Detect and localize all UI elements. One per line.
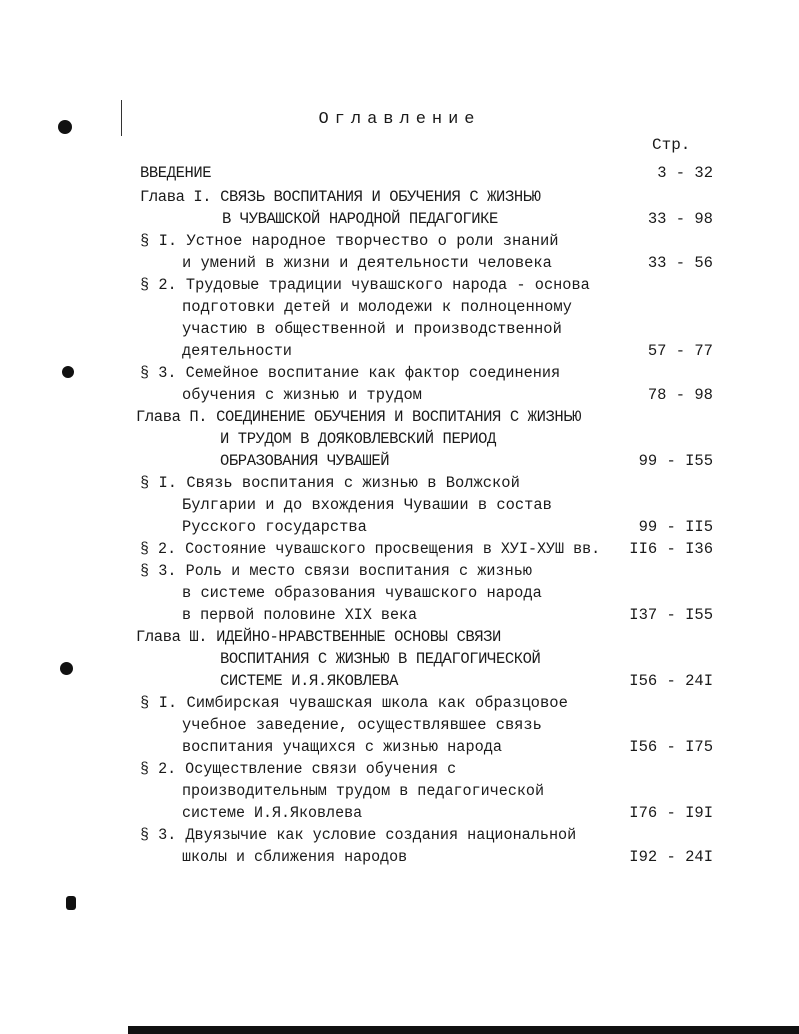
toc-entry-pages: I76 - I9I xyxy=(629,804,713,822)
toc-entry-text: § 3. Двуязычие как условие создания национальной xyxy=(140,826,577,844)
toc-entry-text: § I. Устное народное творчество о роли знаний xyxy=(140,232,559,250)
toc-entry-text: В ЧУВАШСКОЙ НАРОДНОЙ ПЕДАГОГИКЕ xyxy=(222,210,498,228)
toc-entry xyxy=(0,494,799,516)
toc-entry-text: Русского государства xyxy=(182,518,367,536)
toc-entry-text: § 3. Семейное воспитание как фактор соединения xyxy=(140,364,561,382)
toc-entry-text: деятельности xyxy=(182,342,292,360)
toc-entry xyxy=(0,538,799,560)
toc-entry xyxy=(0,846,799,868)
toc-entry xyxy=(0,162,799,184)
toc-entry-pages: 3 - 32 xyxy=(657,164,713,182)
toc-entry xyxy=(0,648,799,670)
toc-entry-text: системе И.Я.Яковлева xyxy=(182,804,363,822)
toc-entry-pages: 99 - I55 xyxy=(638,452,713,470)
toc-entry-text: участию в общественной и производственной xyxy=(182,320,562,338)
toc-entry-pages: 78 - 98 xyxy=(647,386,713,404)
toc-entry xyxy=(0,758,799,780)
page-column-label: Стр. xyxy=(652,136,691,154)
toc-entry-text: Глава I. СВЯЗЬ ВОСПИТАНИЯ И ОБУЧЕНИЯ С ЖИЗНЬЮ xyxy=(140,188,541,206)
toc-entry-text: ВВЕДЕНИЕ xyxy=(140,164,212,182)
toc-entry xyxy=(0,384,799,406)
toc-entry-text: ОБРАЗОВАНИЯ ЧУВАШЕЙ xyxy=(220,452,390,470)
toc-entry xyxy=(0,802,799,824)
toc-entry xyxy=(0,428,799,450)
toc-entry-text: § I. Связь воспитания с жизнью в Волжской xyxy=(140,474,520,492)
toc-entry xyxy=(0,296,799,318)
toc-entry xyxy=(0,780,799,802)
toc-entry xyxy=(0,274,799,296)
toc-entry-pages: I92 - 24I xyxy=(629,848,713,866)
toc-entry-text: подготовки детей и молодежи к полноценному xyxy=(182,298,572,316)
toc-entry-pages: 99 - II5 xyxy=(638,518,713,536)
toc-entry-text: § 2. Трудовые традиции чувашского народа - основа xyxy=(140,276,590,294)
toc-entry-pages: I56 - 24I xyxy=(629,672,713,690)
toc-entry-text: § 3. Роль и место связи воспитания с жизнью xyxy=(140,562,532,580)
toc-entry xyxy=(0,340,799,362)
toc-entry xyxy=(0,692,799,714)
toc-entry-text: § I. Симбирская чувашская школа как образцовое xyxy=(140,694,568,712)
toc-entry-text: учебное заведение, осуществлявшее связь xyxy=(182,716,542,734)
toc-entry-pages: I37 - I55 xyxy=(629,606,713,624)
binding-hole-mark xyxy=(66,896,76,910)
toc-entry-text: СИСТЕМЕ И.Я.ЯКОВЛЕВА xyxy=(220,672,399,690)
toc-entry xyxy=(0,318,799,340)
toc-entry-text: Булгарии и до вхождения Чувашии в состав xyxy=(182,496,552,514)
toc-entry xyxy=(0,604,799,626)
toc-entry xyxy=(0,406,799,428)
toc-entry xyxy=(0,560,799,582)
toc-entry xyxy=(0,516,799,538)
toc-entry xyxy=(0,824,799,846)
toc-entry xyxy=(0,208,799,230)
toc-entry-text: § 2. Осуществление связи обучения с xyxy=(140,760,457,778)
toc-entry-text: школы и сближения народов xyxy=(182,848,408,866)
scan-bottom-edge xyxy=(128,1026,799,1034)
toc-entry xyxy=(0,186,799,208)
toc-entry-text: Глава Ш. ИДЕЙНО-НРАВСТВЕННЫЕ ОСНОВЫ СВЯЗИ xyxy=(136,628,501,646)
toc-entry xyxy=(0,670,799,692)
toc-entry-pages: 33 - 56 xyxy=(647,254,713,272)
toc-entry-text: воспитания учащихся с жизнью народа xyxy=(182,738,503,756)
toc-title: Оглавление xyxy=(318,110,481,129)
toc-entry-pages: I56 - I75 xyxy=(629,738,713,756)
toc-entry-text: и умений в жизни и деятельности человека xyxy=(182,254,552,272)
toc-entry xyxy=(0,714,799,736)
toc-entry-pages: II6 - I36 xyxy=(629,540,713,558)
toc-entry xyxy=(0,362,799,384)
toc-entry-pages: 33 - 98 xyxy=(647,210,713,228)
toc-entry xyxy=(0,230,799,252)
toc-entry-text: § 2. Состояние чувашского просвещения в ХУI-ХУШ вв. xyxy=(140,540,601,558)
toc-entry-pages: 57 - 77 xyxy=(647,342,713,360)
toc-entry-text: в системе образования чувашского народа xyxy=(182,584,542,602)
toc-entry-text: Глава П. СОЕДИНЕНИЕ ОБУЧЕНИЯ И ВОСПИТАНИЯ С ЖИЗНЬЮ xyxy=(136,408,582,426)
toc-entry-text: производительным трудом в педагогической xyxy=(182,782,545,800)
toc-entry-text: в первой половине XIX века xyxy=(182,606,418,624)
toc-entry-text: обучения с жизнью и трудом xyxy=(182,386,422,404)
toc-entry xyxy=(0,582,799,604)
toc-entry xyxy=(0,626,799,648)
toc-entry-text: ВОСПИТАНИЯ С ЖИЗНЬЮ В ПЕДАГОГИЧЕСКОЙ xyxy=(220,650,541,668)
toc-entry xyxy=(0,472,799,494)
toc-entry-text: И ТРУДОМ В ДОЯКОВЛЕВСКИЙ ПЕРИОД xyxy=(220,430,496,448)
toc-entry xyxy=(0,450,799,472)
toc-entry xyxy=(0,736,799,758)
toc-entry xyxy=(0,252,799,274)
